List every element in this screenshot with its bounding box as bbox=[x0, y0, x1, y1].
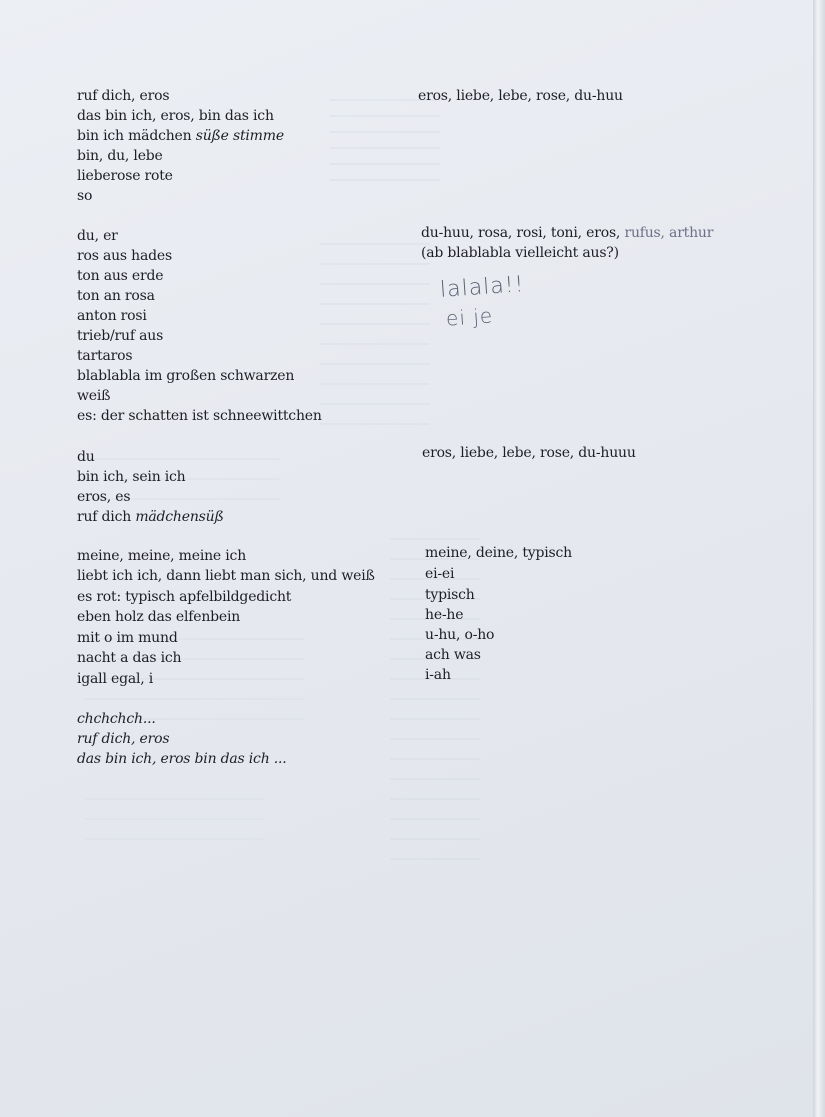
poem-line-italic: chchchch... bbox=[77, 711, 156, 727]
poem-line: igall egal, i bbox=[77, 671, 154, 687]
right-text-grey: rufus, arthur bbox=[624, 225, 714, 241]
right-column-line: i-ah bbox=[425, 667, 451, 683]
poem-line: lieberose rote bbox=[77, 168, 173, 184]
poem-line: du, er bbox=[77, 228, 118, 244]
poem-line: bin, du, lebe bbox=[77, 148, 163, 164]
poem-line: ton an rosa bbox=[77, 288, 155, 304]
right-text: du-huu, rosa, rosi, toni, eros, bbox=[421, 225, 621, 241]
poem-line: mit o im mund bbox=[77, 630, 178, 646]
right-column-line: eros, liebe, lebe, rose, du-huu bbox=[418, 88, 623, 104]
right-column-line: typisch bbox=[425, 587, 475, 603]
poem-text: ruf dich bbox=[77, 509, 132, 525]
right-column-line: ei-ei bbox=[425, 566, 455, 582]
poem-text: bin ich mädchen bbox=[77, 128, 192, 144]
poem-line: tartaros bbox=[77, 348, 133, 364]
poem-line: trieb/ruf aus bbox=[77, 328, 164, 344]
bleed-through bbox=[85, 780, 265, 840]
poem-line: es rot: typisch apfelbildgedicht bbox=[77, 589, 292, 605]
right-column-line: ach was bbox=[425, 647, 481, 663]
handwritten-note: ei je bbox=[445, 303, 494, 331]
poem-line: bin ich, sein ich bbox=[77, 469, 186, 485]
poem-line: meine, meine, meine ich bbox=[77, 548, 247, 564]
poem-line-italic: ruf dich, eros bbox=[77, 731, 170, 747]
poem-text-italic: mädchensüß bbox=[135, 509, 224, 525]
poem-line: so bbox=[77, 188, 93, 204]
poem-line: weiß bbox=[77, 388, 111, 404]
poem-line: anton rosi bbox=[77, 308, 147, 324]
poem-line-italic: das bin ich, eros bin das ich ... bbox=[77, 751, 287, 767]
poem-line bbox=[77, 509, 224, 525]
poem-line: liebt ich ich, dann liebt man sich, und weiß bbox=[77, 568, 375, 584]
poem-line: ton aus erde bbox=[77, 268, 164, 284]
poem-text-italic: süße stimme bbox=[195, 128, 284, 144]
right-column-line: meine, deine, typisch bbox=[425, 545, 572, 561]
handwritten-note: lalala!! bbox=[439, 272, 526, 303]
right-column-line: (ab blablabla vielleicht aus?) bbox=[421, 245, 619, 261]
poem-line: du bbox=[77, 449, 95, 465]
page-edge bbox=[813, 0, 825, 1117]
bleed-through bbox=[320, 225, 430, 435]
poem-line: ruf dich, eros bbox=[77, 88, 170, 104]
poem-line: nacht a das ich bbox=[77, 650, 182, 666]
poem-line: das bin ich, eros, bin das ich bbox=[77, 108, 274, 124]
right-column-line: eros, liebe, lebe, rose, du-huuu bbox=[422, 445, 636, 461]
poem-line: eben holz das elfenbein bbox=[77, 609, 241, 625]
poem-line bbox=[77, 128, 284, 144]
right-column-line bbox=[421, 225, 713, 241]
poem-line: ros aus hades bbox=[77, 248, 172, 264]
poem-line: es: der schatten ist schneewittchen bbox=[77, 408, 322, 424]
poem-line: blablabla im großen schwarzen bbox=[77, 368, 295, 384]
right-column-line: he-he bbox=[425, 607, 464, 623]
right-column-line: u-hu, o-ho bbox=[425, 627, 495, 643]
poem-line: eros, es bbox=[77, 489, 131, 505]
